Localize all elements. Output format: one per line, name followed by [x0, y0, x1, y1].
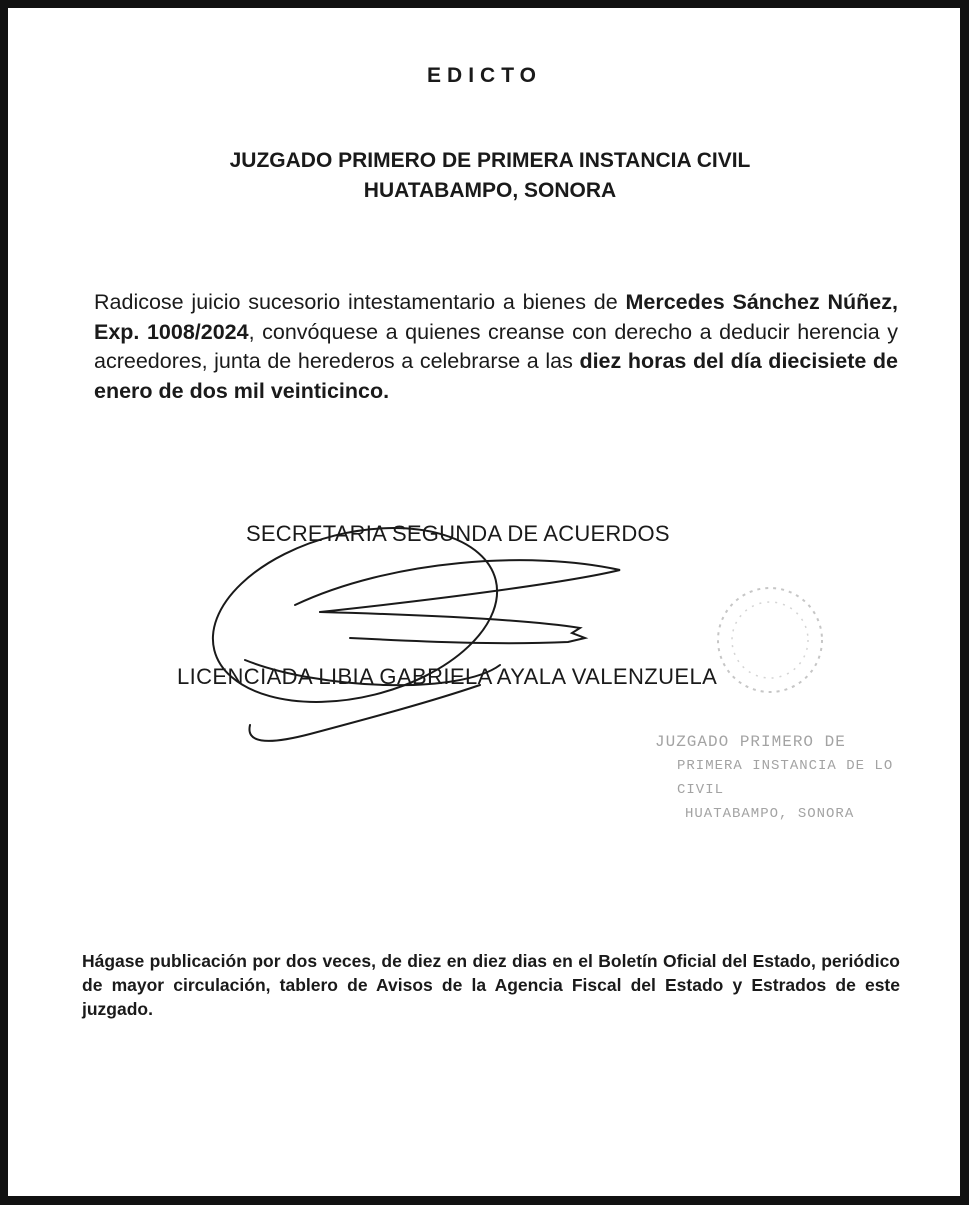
handwritten-signature	[200, 520, 660, 760]
edict-title: EDICTO	[427, 64, 542, 87]
stamp-text	[655, 730, 935, 826]
stamp-line-1: JUZGADO PRIMERO DE	[655, 733, 846, 751]
secretary-title: SECRETARIA SEGUNDA DE ACUERDOS	[246, 521, 670, 546]
court-heading	[170, 146, 810, 206]
body-bold-date: diez horas del día diecisiete de enero de dos mil veinticinco.	[94, 349, 898, 403]
body-bold-case: Mercedes Sánchez Núñez, Exp. 1008/2024	[94, 290, 898, 344]
secretary-name: LICENCIADA LIBIA GABRIELA AYALA VALENZUELA	[177, 664, 718, 689]
stamp-line-2: PRIMERA INSTANCIA DE LO CIVIL	[677, 758, 894, 798]
edict-body	[94, 288, 898, 406]
publication-note: Hágase publicación por dos veces, de diez en diez dias en el Boletín Oficial del Estado, periódico de mayor circulación, tablero de Avisos de la Agencia Fiscal del Estado y Estrados de este juzgado.	[82, 951, 900, 1019]
court-line-2: HUATABAMPO, SONORA	[363, 179, 617, 202]
stamp-line-3: HUATABAMPO, SONORA	[685, 806, 855, 822]
body-text-1: Radicose juicio sucesorio intestamentario a bienes de	[94, 290, 626, 314]
court-line-1: JUZGADO PRIMERO DE PRIMERA INSTANCIA CIVIL	[229, 149, 751, 172]
body-text-2: , convóquese a quienes creanse con derecho a deducir herencia y acreedores, junta de herederos a celebrarse a las	[94, 319, 898, 373]
